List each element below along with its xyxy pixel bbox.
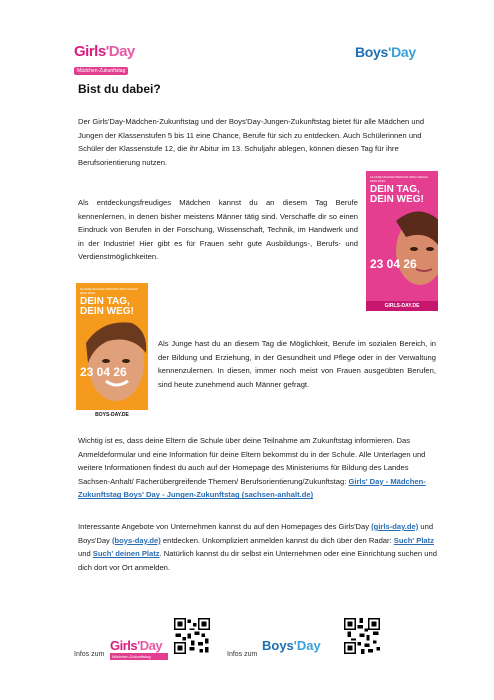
page-title: Bist du dabei? bbox=[78, 82, 161, 96]
girls-day-link[interactable]: (girls-day.de) bbox=[371, 522, 419, 531]
such-deinen-platz-link[interactable]: Such' deinen Platz bbox=[92, 549, 160, 559]
parents-paragraph: Wichtig ist es, dass deine Eltern die Schule über deine Teilnahme am Zukunftstag informieren. Das Anmeldeformular und eine Information für deine Eltern bekommst du in der Schule. Alle Unterlagen und weitere Informationen findest du auch auf der Homepage des Ministeriums für Bildung des Landes Sachsen-Anhalt/ Fächerübergreifende Themen/ Berufsorientierung/Zukunftstag: Girls' Day - Mädchen-Zukunftstag Boys' Day - Jungen-Zukunftstag (sachsen-anhalt.de) bbox=[78, 436, 426, 500]
boys-day-logo: Boys'Day bbox=[355, 44, 416, 60]
offers-paragraph: Interessante Angebote von Unternehmen kannst du auf den Homepages des Girls'Day (girls-day.de) und Boys'Day (boys-day.de) entdecken. Unkompliziert anmelden kannst du dich über den Radar: Such' Platz und Such' deinen Platz. Natürlich kannst du dir selbst ein Unternehmen oder eine Einrichtung suchen und dich dort vor Ort anmelden. bbox=[78, 522, 437, 572]
intro-paragraph: Der Girls'Day-Mädchen-Zukunftstag und der Boys'Day-Jungen-Zukunftstag bietet für alle Mädchen und Jungen der Klassenstufen 5 bis 11 eine Chance, Berufe für sich zu entdecken. Auch Schülerinnen und Schüler der Klassenstufe 12, die ihr Abitur im 13. Schuljahr ablegen, können diesen Tag für ihre Berufsorientierung nutzen. bbox=[78, 117, 425, 167]
boy-face-image bbox=[82, 313, 148, 409]
boys-day-link[interactable]: (boys-day.de) bbox=[111, 535, 161, 545]
ministry-link[interactable]: Girls' Day - Mädchen-Zukunftstag Boys' Day - Jungen-Zukunftstag (sachsen-anhalt.de) bbox=[78, 476, 426, 500]
girl-face-image bbox=[386, 211, 438, 291]
girls-paragraph: Als entdeckungsfreudiges Mädchen kannst du an diesem Tag Berufe kennenlernen, in denen bisher meistens Männer tätig sind. Verschaffe dir so einen Eindruck von Berufen in der Forschung, Wissenschaft, Technik, im Handwerk und in der Industrie! Hier gibt es für Frauen sehr gute Ausbildungs-, Berufs- und Verdienstmöglichkeiten. bbox=[78, 198, 358, 262]
girls-day-qr-code[interactable] bbox=[174, 618, 210, 654]
boys-paragraph: Als Junge hast du an diesem Tag die Möglichkeit, Berufe im sozialen Bereich, in der Bildung und Erziehung, in der Gesundheit und Pflege oder in der Verwaltung kennenzulernen. In diesen, immer noch meist von Frauen ausgeübten Berufen, sind heute zunehmend auch Männer gefragt. bbox=[158, 339, 436, 389]
girls-day-poster: KLASSE MACHEN BERUFE SIND GENAU DEIN DING DEIN TAG, DEIN WEG! 23 04 26 GIRLS-DAY.DE bbox=[366, 171, 438, 311]
footer-boys-day-logo: Boys'Day bbox=[262, 638, 321, 653]
footer-girls-day-logo: Girls'Day Mädchen-Zukunftstag bbox=[110, 638, 168, 660]
boys-day-poster: KLASSE MACHEN BERUFE SIND GENAU DEIN DING DEIN TAG, DEIN WEG! 23 04 26 BOYS-DAY.DE bbox=[76, 283, 148, 420]
girls-day-logo: Girls'Day Mädchen-Zukunftstag bbox=[74, 43, 135, 74]
boys-day-qr-code[interactable] bbox=[344, 618, 380, 654]
footer-label-girls: Infos zum bbox=[74, 651, 105, 658]
such-platz-link[interactable]: Such' Platz bbox=[393, 535, 434, 545]
footer-label-boys: Infos zum bbox=[227, 651, 258, 658]
